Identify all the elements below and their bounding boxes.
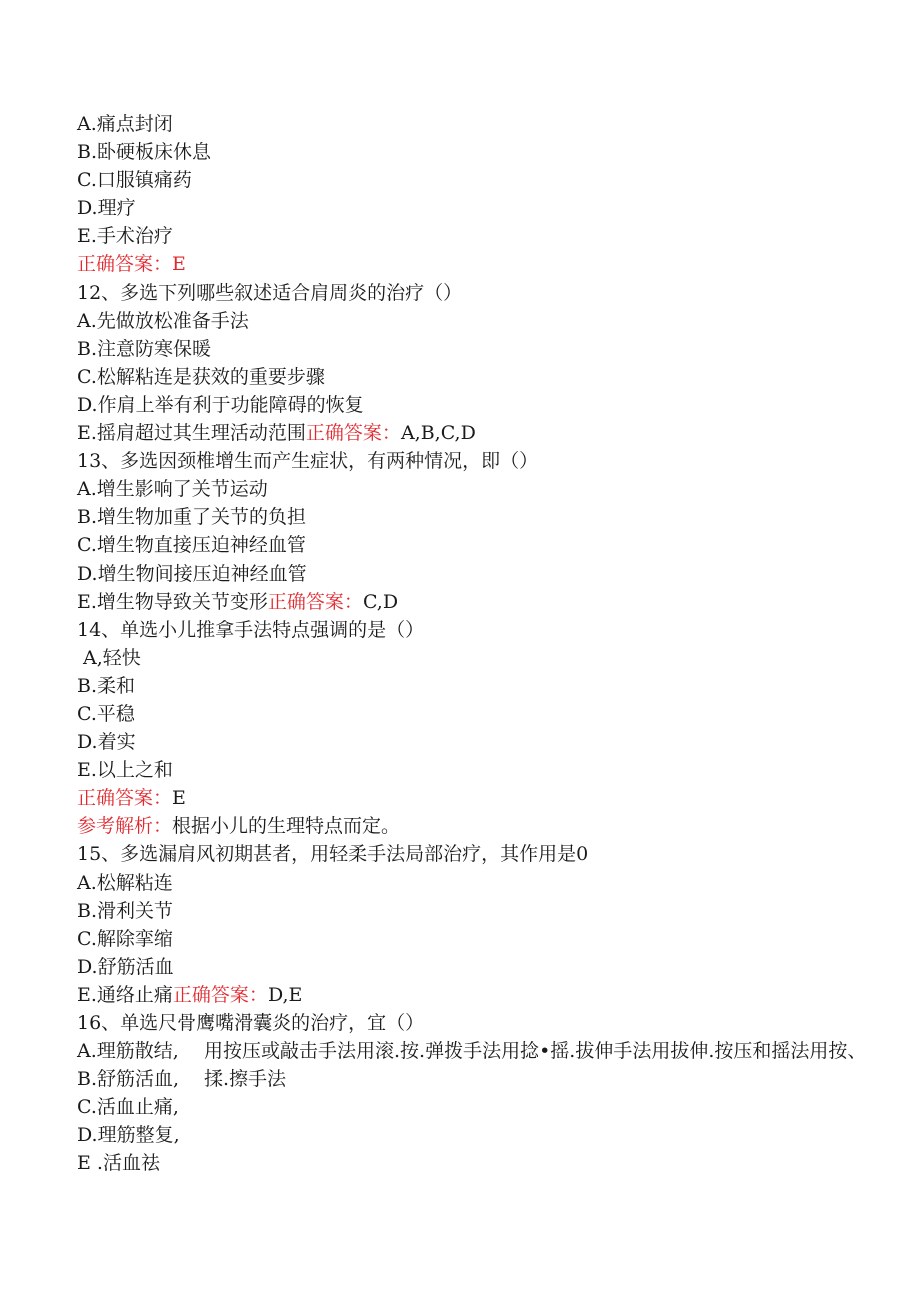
- q16-option-d: D.理筋整复,: [77, 1124, 180, 1147]
- q12-option-a: A.先做放松准备手法: [77, 309, 249, 332]
- q15-option-d: D.舒筋活血: [77, 955, 174, 978]
- q11-option-e: E.手术治疗: [77, 225, 173, 248]
- q12-question: 12、多选下列哪些叙述适合肩周炎的治疗（）: [77, 281, 463, 304]
- q15-option-e-with-answer: [77, 981, 877, 1009]
- q16-option-b: B.舒筋活血,: [77, 1068, 180, 1091]
- q14-analysis: [77, 812, 877, 840]
- q14-option-e: E.以上之和: [77, 759, 173, 782]
- q11-answer: [77, 250, 877, 278]
- q11-option-d: D.理疗: [77, 197, 136, 220]
- q16-options-block: [77, 1037, 877, 1177]
- q14-option-d: D.着实: [77, 731, 136, 754]
- q11-option-c: C.口服镇痛药: [77, 169, 192, 192]
- answer-value: A,B,C,D: [400, 422, 476, 445]
- q12-option-c: C.松解粘连是获效的重要步骤: [77, 365, 325, 388]
- q12-option-e: E.摇肩超过其生理活动范围: [77, 422, 306, 445]
- document-content: [77, 110, 877, 1177]
- q13-option-b: B.增生物加重了关节的负担: [77, 506, 307, 529]
- q15-option-a: A.松解粘连: [77, 871, 173, 894]
- q11-option-a: A.痛点封闭: [77, 113, 173, 135]
- answer-value: E: [172, 787, 186, 810]
- answer-label: 正确答案：: [267, 590, 363, 613]
- answer-label: 正确答案：: [77, 787, 173, 810]
- q12-option-b: B.注意防寒保暖: [77, 337, 212, 360]
- answer-label: 正确答案：: [172, 983, 268, 1006]
- q15-question: 15、多选漏肩风初期甚者，用轻柔手法局部治疗，其作用是0: [77, 843, 589, 866]
- answer-label: 正确答案：: [77, 253, 173, 276]
- q14-question: 14、单选小儿推拿手法特点强调的是（）: [77, 618, 425, 641]
- q13-option-d: D.增生物间接压迫神经血管: [77, 562, 307, 585]
- analysis-value: 根据小儿的生理特点而定。: [172, 815, 401, 838]
- q14-option-c: C.平稳: [77, 702, 135, 725]
- q13-option-a: A.增生影响了关节运动: [77, 478, 268, 501]
- q15-option-b: B.滑利关节: [77, 899, 174, 922]
- q14-option-b: B.柔和: [77, 674, 136, 697]
- q16-option-a: A.理筋散结,: [77, 1040, 179, 1063]
- q16-question: 16、单选尺骨鹰嘴滑囊炎的治疗，宜（）: [77, 1012, 425, 1034]
- answer-label: 正确答案：: [305, 422, 401, 445]
- q13-question: 13、多选因颈椎增生而产生症状，有两种情况，即（）: [77, 450, 539, 473]
- q15-option-e: E.通络止痛: [77, 983, 173, 1006]
- q14-option-a: A,轻快: [77, 646, 141, 669]
- answer-value: E: [172, 253, 186, 276]
- q16-option-e: E .活血祛: [77, 1152, 160, 1175]
- answer-value: C,D: [362, 590, 399, 613]
- q13-option-e-with-answer: [77, 588, 877, 616]
- q16-overlay-text: 用按压或敲击手法用滚.按.弹拨手法用捻•摇.拔伸手法用拔伸.按压和摇法用按、揉.擦手法: [204, 1040, 867, 1091]
- q13-option-c: C.增生物直接压迫神经血管: [77, 534, 306, 557]
- q11-option-b: B.卧硬板床休息: [77, 141, 212, 164]
- q16-option-c: C.活血止痛,: [77, 1096, 179, 1119]
- q13-option-e: E.增生物导致关节变形: [77, 590, 268, 613]
- q12-option-d: D.作肩上举有利于功能障碍的恢复: [77, 393, 364, 416]
- q14-answer: [77, 784, 877, 812]
- q12-option-e-with-answer: [77, 419, 877, 447]
- q15-option-c: C.解除挛缩: [77, 927, 173, 950]
- answer-value: D,E: [267, 983, 303, 1006]
- analysis-label: 参考解析：: [77, 815, 173, 838]
